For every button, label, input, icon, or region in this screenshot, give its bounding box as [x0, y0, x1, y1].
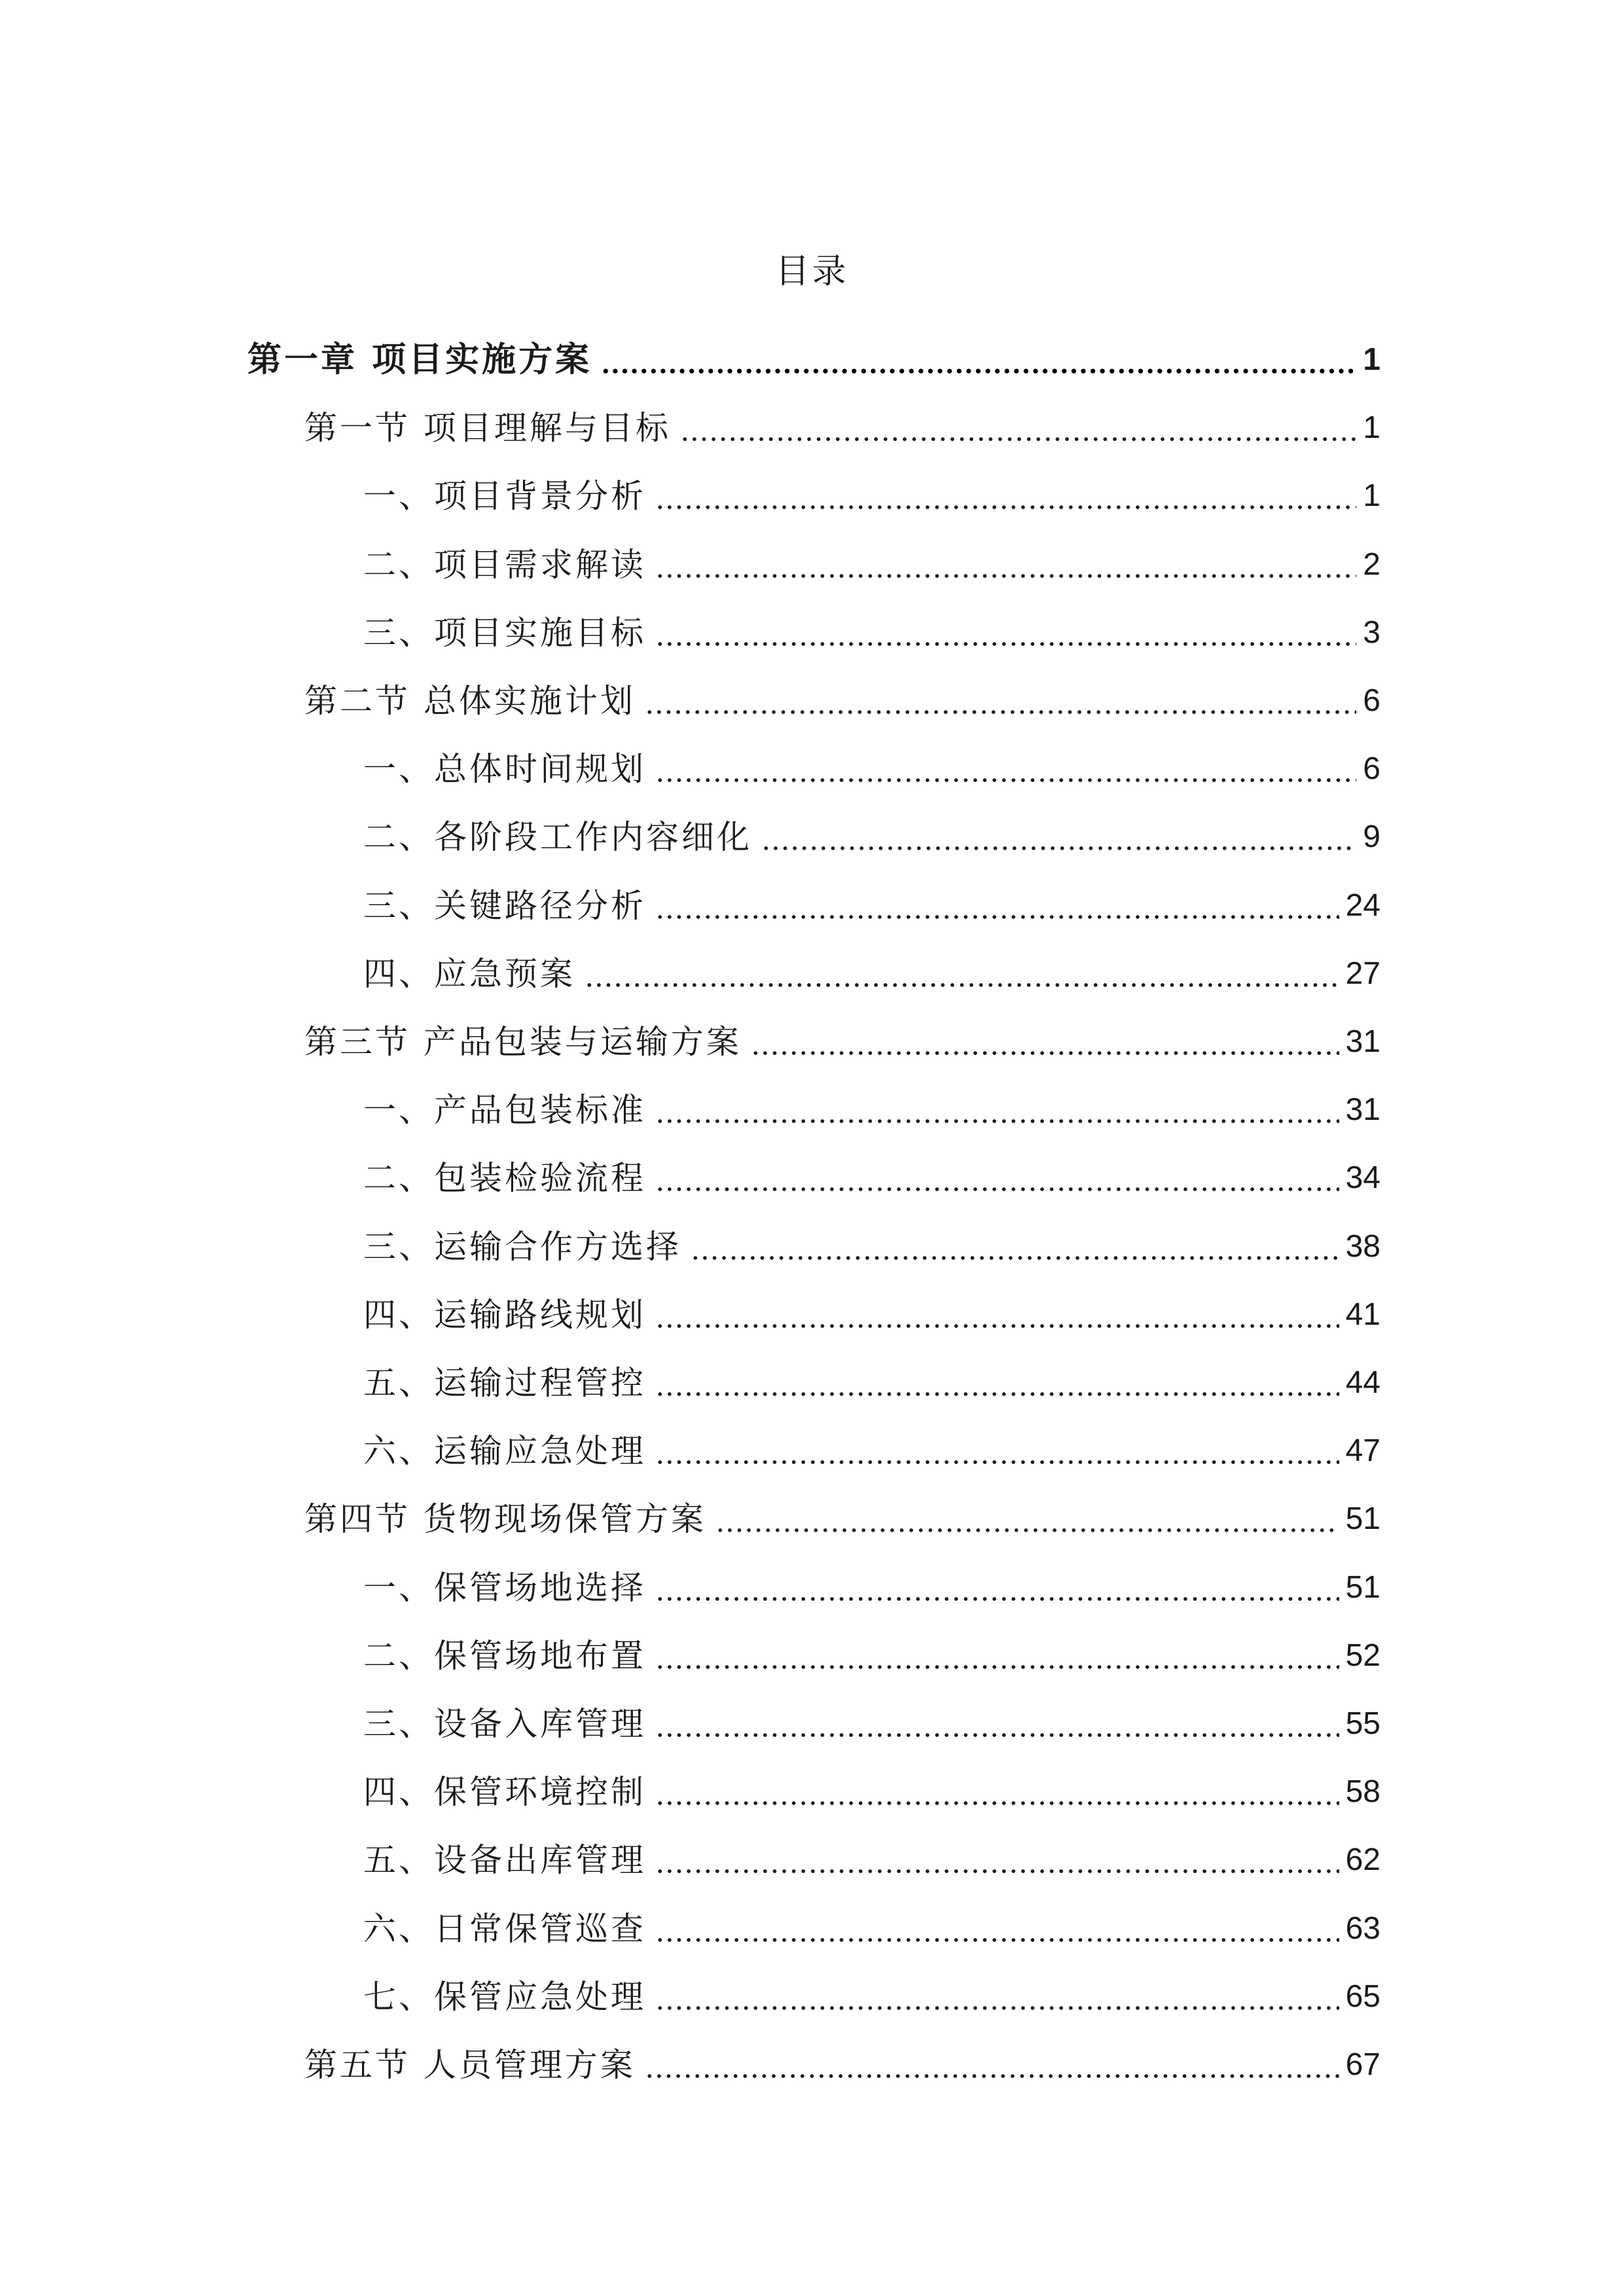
- toc-entry-page-number: 58: [1345, 1774, 1380, 1810]
- toc-entry-label: 第一章 项目实施方案: [247, 340, 592, 380]
- toc-entry-item[interactable]: [363, 1967, 1380, 2020]
- dot-leader: [655, 1596, 1339, 1602]
- toc-entry-page-number: 47: [1345, 1433, 1380, 1469]
- dot-leader: [655, 1937, 1339, 1943]
- toc-entry-page-number: 55: [1345, 1706, 1380, 1741]
- dot-leader: [655, 1119, 1339, 1124]
- dot-leader: [655, 573, 1356, 579]
- toc-entry-item[interactable]: [363, 808, 1380, 860]
- dot-leader: [655, 1187, 1339, 1192]
- dot-leader: [655, 1664, 1339, 1670]
- toc-entry-label: 一、总体时间规划: [363, 750, 646, 789]
- toc-entry-label: 第二节 总体实施计划: [304, 682, 636, 720]
- dot-leader: [585, 982, 1339, 988]
- toc-entry-label: 二、保管场地布置: [363, 1636, 646, 1675]
- toc-entry-label: 一、保管场地选择: [363, 1568, 646, 1607]
- toc-entry-page-number: 44: [1345, 1365, 1380, 1400]
- dot-leader: [601, 368, 1356, 374]
- dot-leader: [751, 1050, 1339, 1056]
- toc-entry-item[interactable]: [363, 944, 1380, 997]
- toc-entry-item[interactable]: [363, 1285, 1380, 1338]
- toc-entry-label: 六、运输应急处理: [363, 1432, 646, 1471]
- toc-entry-page-number: 31: [1345, 1024, 1380, 1059]
- toc-entry-label: 五、运输过程管控: [363, 1364, 646, 1402]
- toc-entry-item[interactable]: [363, 1081, 1380, 1133]
- toc-entry-label: 二、项目需求解读: [363, 545, 646, 584]
- toc-entry-page-number: 67: [1345, 2047, 1380, 2082]
- dot-leader: [655, 1460, 1339, 1465]
- toc-entry-page-number: 63: [1345, 1910, 1380, 1946]
- toc-entry-item[interactable]: [363, 1831, 1380, 1883]
- toc-entry-label: 三、关键路径分析: [363, 886, 646, 925]
- dot-leader: [655, 505, 1356, 510]
- dot-leader: [680, 437, 1356, 442]
- toc-entry-page-number: 3: [1363, 615, 1380, 650]
- toc-entry-page-number: 24: [1345, 888, 1380, 923]
- toc-entry-section[interactable]: [304, 1013, 1380, 1065]
- toc-entry-page-number: 1: [1363, 478, 1380, 514]
- toc-entry-page-number: 52: [1345, 1638, 1380, 1673]
- toc-entry-page-number: 34: [1345, 1160, 1380, 1196]
- toc-entry-page-number: 6: [1363, 751, 1380, 787]
- dot-leader: [655, 1732, 1339, 1738]
- dot-leader: [655, 778, 1356, 783]
- toc-entry-item[interactable]: [363, 1626, 1380, 1679]
- toc-entry-label: 一、项目背景分析: [363, 477, 646, 516]
- dot-leader: [655, 914, 1339, 920]
- toc-entry-label: 七、保管应急处理: [363, 1977, 646, 2016]
- toc-entry-label: 第三节 产品包装与运输方案: [304, 1023, 742, 1061]
- dot-leader: [655, 641, 1356, 647]
- toc-entry-page-number: 65: [1345, 1979, 1380, 2014]
- toc-entry-label: 第四节 货物现场保管方案: [304, 1500, 706, 1539]
- dot-leader: [761, 846, 1356, 851]
- toc-entry-page-number: 38: [1345, 1229, 1380, 1264]
- toc-entry-page-number: 27: [1345, 956, 1380, 991]
- toc-entry-label: 四、应急预案: [363, 954, 575, 993]
- toc-entry-label: 一、产品包装标准: [363, 1091, 646, 1130]
- toc-entry-page-number: 6: [1363, 683, 1380, 718]
- dot-leader: [655, 1391, 1339, 1397]
- toc-entry-page-number: 51: [1345, 1501, 1380, 1537]
- toc-entry-page-number: 9: [1363, 819, 1380, 855]
- toc-entry-label: 四、运输路线规划: [363, 1295, 646, 1334]
- dot-leader: [655, 2005, 1339, 2011]
- toc-entry-item[interactable]: [363, 1558, 1380, 1611]
- toc-entry-label: 二、各阶段工作内容细化: [363, 818, 752, 857]
- toc-entry-page-number: 62: [1345, 1842, 1380, 1878]
- toc-entry-item[interactable]: [363, 1422, 1380, 1474]
- toc-entry-label: 第一节 项目理解与目标: [304, 409, 671, 448]
- dot-leader: [691, 1255, 1339, 1261]
- toc-entry-page-number: 2: [1363, 547, 1380, 582]
- toc-entry-page-number: 1: [1363, 342, 1380, 377]
- toc-entry-item[interactable]: [363, 1763, 1380, 1815]
- toc-entry-label: 二、包装检验流程: [363, 1159, 646, 1198]
- toc-entry-label: 三、项目实施目标: [363, 613, 646, 652]
- toc-entry-section[interactable]: [304, 672, 1380, 724]
- toc-entry-section[interactable]: [304, 1490, 1380, 1542]
- dot-leader: [655, 1801, 1339, 1806]
- toc-entry-page-number: 41: [1345, 1297, 1380, 1332]
- toc-entry-item[interactable]: [363, 1695, 1380, 1747]
- toc-entry-item[interactable]: [363, 467, 1380, 519]
- toc-entry-chapter[interactable]: [247, 331, 1380, 383]
- toc-entry-item[interactable]: [363, 1354, 1380, 1406]
- toc-entry-section[interactable]: [304, 2036, 1380, 2088]
- toc-entry-page-number: 31: [1345, 1092, 1380, 1128]
- dot-leader: [715, 1528, 1339, 1533]
- toc-entry-item[interactable]: [363, 603, 1380, 656]
- toc-entry-item[interactable]: [363, 535, 1380, 588]
- toc-entry-label: 五、设备出库管理: [363, 1841, 646, 1880]
- toc-entry-label: 四、保管环境控制: [363, 1773, 646, 1812]
- toc-entry-label: 三、运输合作方选择: [363, 1227, 681, 1266]
- dot-leader: [645, 709, 1356, 715]
- toc-entry-label: 三、设备入库管理: [363, 1705, 646, 1743]
- dot-leader: [645, 2073, 1339, 2079]
- toc-entry-label: 第五节 人员管理方案: [304, 2046, 636, 2084]
- dot-leader: [655, 1323, 1339, 1329]
- toc-entry-page-number: 51: [1345, 1570, 1380, 1605]
- dot-leader: [655, 1869, 1339, 1874]
- toc-title: 目录: [775, 252, 849, 291]
- toc-entry-item[interactable]: [363, 876, 1380, 929]
- toc-entry-item[interactable]: [363, 1217, 1380, 1270]
- toc-entry-section[interactable]: [304, 399, 1380, 451]
- toc-entry-label: 六、日常保管巡查: [363, 1909, 646, 1948]
- toc-entry-item[interactable]: [363, 1149, 1380, 1201]
- toc-entry-page-number: 1: [1363, 410, 1380, 446]
- toc-entry-item[interactable]: [363, 740, 1380, 792]
- toc-entry-item[interactable]: [363, 1899, 1380, 1952]
